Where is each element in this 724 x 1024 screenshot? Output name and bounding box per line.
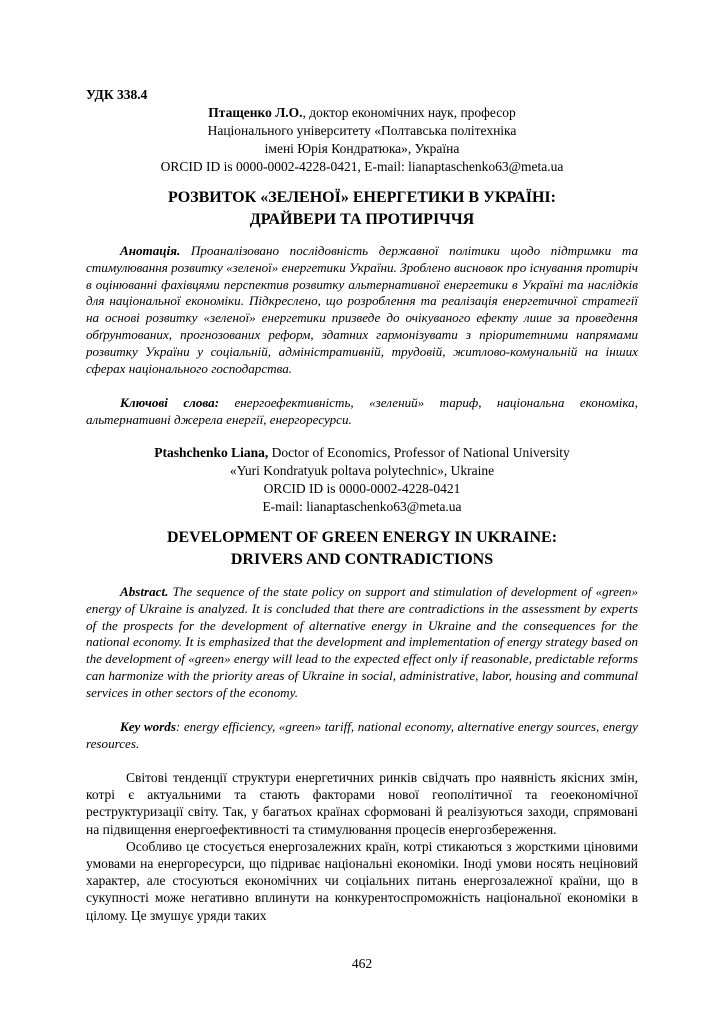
ua-keywords-text: енергоефективність, «зелений» тариф, національна економіка, альтернативні джерела енергії, енергоресурси. [86,395,638,427]
ua-author-university: Національного університету «Полтавська політехніка [207,123,517,138]
ua-author-name: Птащенко Л.О. [208,105,303,120]
ua-author-orcid-email: ORCID ID is 0000-0002-4228-0421, E-mail: lianaptaschenko63@meta.ua [160,159,564,174]
en-author-orcid: ORCID ID is 0000-0002-4228-0421 [263,481,461,496]
en-article-title [86,527,638,571]
en-keywords [86,719,638,753]
udk-code: УДК 338.4 [86,87,148,102]
en-abstract-label: Abstract. [120,584,169,599]
en-author-email: E-mail: lianaptaschenko63@meta.ua [262,499,462,514]
ua-author-block [86,104,638,176]
en-author-block [86,444,638,516]
ua-abstract [86,243,638,377]
ua-title-line-1: РОЗВИТОК «ЗЕЛЕНОЇ» ЕНЕРГЕТИКИ В УКРАЇНІ: [168,189,556,206]
ua-article-title [86,187,638,231]
ua-author-university-name: імені Юрія Кондратюка», Україна [264,141,460,156]
en-abstract [86,584,638,702]
en-keywords-label: Key words [120,719,176,734]
paragraph-1: Світові тенденції структури енергетичних ринків свідчать про наявність якісних змін, котрі є актуальними та стають факторами нової геополітичної та геоекономічної реструктуризації світу. Так, у багатьох країнах сформовані й реалізуються заходи, спрямовані на підвищення енергоефективності та стимулювання процесів енергозбереження. [86,770,638,837]
en-keywords-text: : energy efficiency, «green» tariff, national economy, alternative energy sources, energy resources. [86,719,638,751]
paragraph-2: Особливо це стосується енергозалежних країн, котрі стикаються з жорсткими ціновими умовами на енергоресурси, що підриває національні економіки. Іноді умови носять нецінoвий характер, але стосуються економічних чи соціальних питань енергозалежної країни, що в сукупності може негативно вплинути на конкурентоспроможність національної економіки в цілому. Це змушує уряди таких [86,838,638,923]
ua-author-degree: , доктор економічних наук, професор [302,105,516,120]
en-author-name: Ptashchenko Liana, [154,445,269,460]
page-number: 462 [351,956,373,971]
ua-title-line-2: ДРАЙВЕРИ ТА ПРОТИРІЧЧЯ [249,211,475,228]
ua-abstract-label: Анотація. [120,243,181,258]
ua-keywords [86,395,638,429]
en-author-university: «Yuri Kondratyuk poltava polytechnic», Ukraine [229,463,495,478]
main-text [86,769,638,924]
ua-abstract-text: Проаналізовано послідовність державної політики щодо підтримки та стимулювання розвитку «зеленої» енергетики України. Зроблено висновок про існування протиріч в оцінюванні фахівцями перспектив розвитку альтернативної енергетики в Україні та наслідків для національної економіки. Підкреслено, що розроблення та реалізація енергетичної стратегії на основі розвитку «зеленої» енергетики призведе до очікуваного ефекту лише за проведення обґрунтованих, прогнозованих реформ, здатних гармонізувати з пріоритетними напрямами розвитку України у соціальній, адміністративній, трудовій, житлово-комунальній на інших сферах національного господарства. [86,243,638,376]
en-abstract-text: The sequence of the state policy on support and stimulation of development of «green» energy of Ukraine is analyzed. It is concluded that there are contradictions in the assessment by experts of the prospects for the development of alternative energy in Ukraine and the consequences for the national economy. It is emphasized that the development and implementation of energy strategy based on the development of «green» energy will lead to the expected effect only if reasonable, predictable reforms can harmonize with the priority areas of Ukraine in social, administrative, labor, housing and communal services in other sectors of the economy. [86,584,638,700]
en-title-line-2: DRIVERS AND CONTRADICTIONS [230,551,494,568]
ua-keywords-label: Ключові слова: [120,395,220,410]
en-author-degree: Doctor of Economics, Professor of National University [268,445,570,460]
en-title-line-1: DEVELOPMENT OF GREEN ENERGY IN UKRAINE: [166,529,558,546]
